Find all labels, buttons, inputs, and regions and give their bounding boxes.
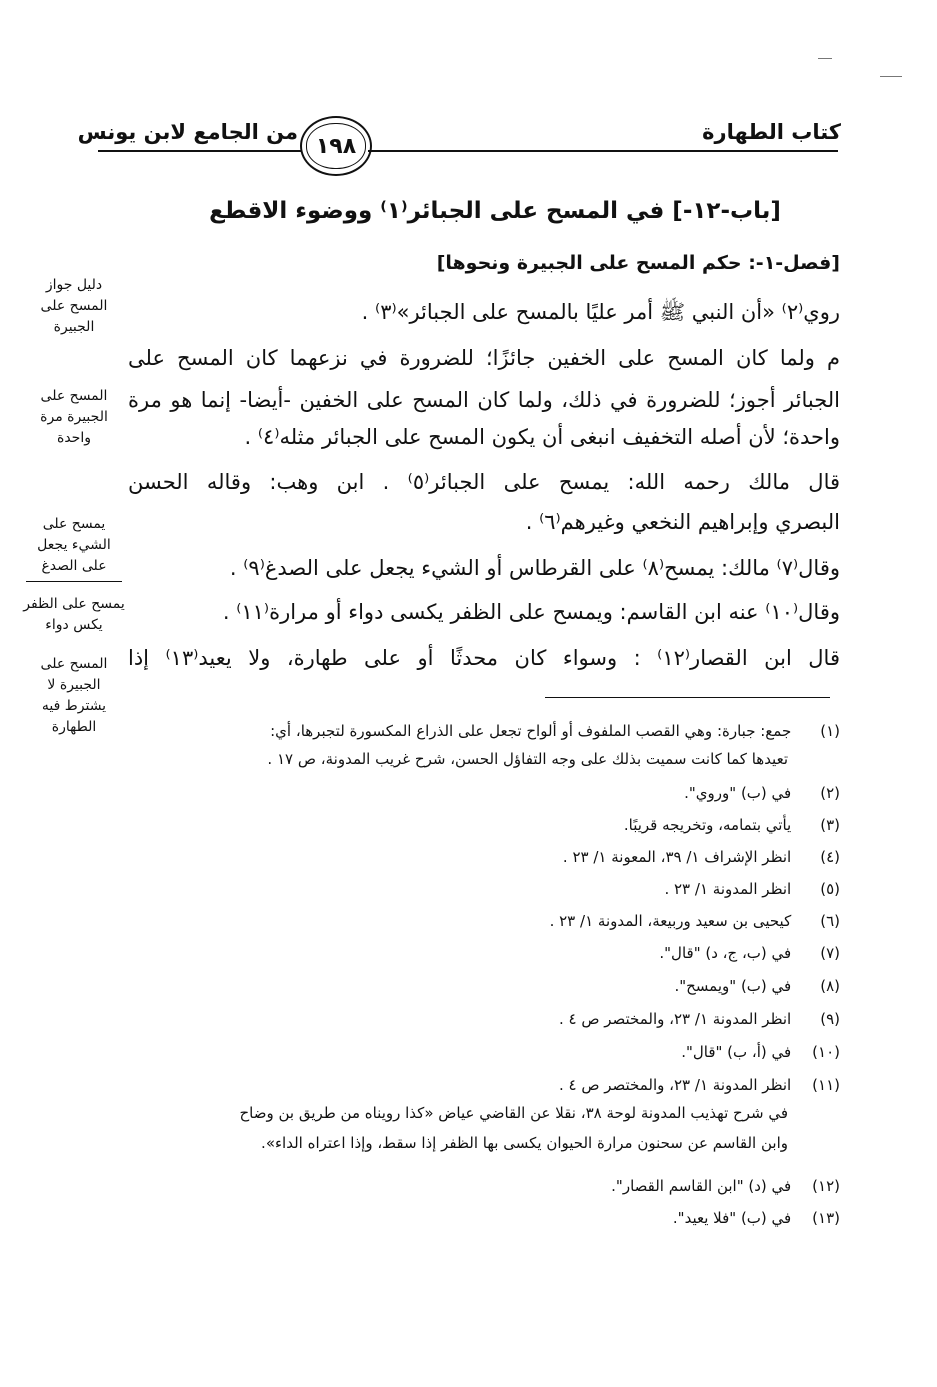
footnote: (٧) في (ب، ج، د) "قال". — [659, 944, 840, 962]
footnote-continuation: تعيدها كما كانت سميت بذلك على وجه التفاؤل الحسن، شرح غريب المدونة، ص ١٧ . — [267, 750, 788, 768]
page-number-medallion — [300, 116, 372, 176]
running-head-right: كتاب الطهارة — [702, 120, 841, 144]
footnote: (١٢) في (د) "ابن القاسم القصار". — [611, 1177, 840, 1195]
footnote: (١١) انظر المدونة ١/ ٢٣، والمختصر ص ٤ . — [558, 1076, 840, 1094]
body-line: البصري وإبراهيم النخعي وغيرهم⁽٦⁾ . — [525, 510, 840, 534]
footnote-continuation: في شرح تهذيب المدونة لوحة ٣٨، نقلا عن القاضي عياض «كذا رويناه من طريق بن وضاح — [239, 1104, 788, 1122]
header-rule-left — [98, 150, 304, 152]
footnote: (٥) انظر المدونة ١/ ٢٣ . — [664, 880, 840, 898]
footnote: (٨) في (ب) "ويمسح". — [674, 977, 840, 995]
footnote-separator — [545, 697, 830, 698]
body-line: م ولما كان المسح على الخفين جائزًا؛ للضرورة في نزعهما كان المسح على — [128, 346, 840, 370]
footnote: (٦) كيحيى بن سعيد وربيعة، المدونة ١/ ٢٣ . — [549, 912, 840, 930]
footnote-number: (١) — [820, 722, 840, 740]
running-head-left: من الجامع لابن يونس — [77, 120, 298, 144]
body-line: واحدة؛ لأن أصله التخفيف انبغى أن يكون المسح على الجبائر مثله⁽٤⁾ . — [244, 425, 840, 449]
scan-mark — [880, 76, 902, 77]
margin-note: يمسح على الظفر يكس دواء — [23, 596, 125, 633]
body-line: قال مالك رحمه الله: يمسح على الجبائر⁽٥⁾ . ابن وهب: وقاله الحسن — [128, 470, 841, 494]
footnote-continuation: وابن القاسم عن سحنون مرارة الحيوان يكسى بها الظفر إذا سقط، وإذا اعتراه الداء». — [261, 1134, 788, 1152]
footnote — [128, 716, 840, 746]
section-title: [فصل-١-: حكم المسح على الجبيرة ونحوها] — [436, 252, 840, 274]
scan-mark — [818, 58, 832, 59]
page-number: ١٩٨ — [315, 133, 357, 159]
body-line: روي⁽٢⁾ «أن النبي ﷺ أمر عليًا بالمسح على الجبائر»⁽٣⁾ . — [361, 300, 840, 324]
footnote: (١٣) في (ب) "فلا يعيد". — [672, 1209, 840, 1227]
body-line: قال ابن القصار⁽١٢⁾ : وسواء كان محدثًا أو على طهارة، ولا يعيد⁽١٣⁾ إذا — [128, 646, 840, 670]
margin-note: يمسح على الشيء يجعل على الصدغ — [37, 516, 111, 574]
chapter-title: [باب-١٢-] في المسح على الجبائر⁽١⁾ ووضوء الاقطع — [209, 198, 781, 224]
body-line: الجبائر أجوز؛ للضرورة في ذلك، ولما كان المسح على الخفين -أيضا- إنما هو مرة — [128, 388, 840, 412]
footnote: (٤) انظر الإشراف ١/ ٣٩، المعونة ١/ ٢٣ . — [562, 848, 840, 866]
footnote: (١٠) في (أ، ب) "قال". — [681, 1043, 840, 1061]
margin-note: المسح على الجبيرة مرة واحدة — [40, 388, 108, 446]
footnote: (٣) يأتي بتمامه، وتخريجه قريبًا. — [623, 816, 840, 834]
margin-note: المسح على الجبيرة لا يشترط فيه الطهارة — [40, 656, 108, 735]
header-rule-right — [368, 150, 838, 152]
body-line: وقال⁽١٠⁾ عنه ابن القاسم: ويمسح على الظفر يكسى دواء أو مرارة⁽١١⁾ . — [222, 600, 840, 624]
body-line: وقال⁽٧⁾ مالك: يمسح⁽٨⁾ على القرطاس أو الشيء يجعل على الصدغ⁽٩⁾ . — [229, 556, 840, 580]
footnote: (٢) في (ب) "وروي". — [684, 784, 840, 802]
margin-note: دليل جواز المسح على الجبيرة — [40, 277, 108, 335]
margin-note-divider — [26, 581, 122, 582]
footnote: (٩) انظر المدونة ١/ ٢٣، والمختصر ص ٤ . — [558, 1010, 840, 1028]
footnote-text: جمع: جبارة: وهي القصب الملفوف أو ألواح تجعل على الذراع المكسورة لتجبرها، أي: — [270, 722, 792, 740]
